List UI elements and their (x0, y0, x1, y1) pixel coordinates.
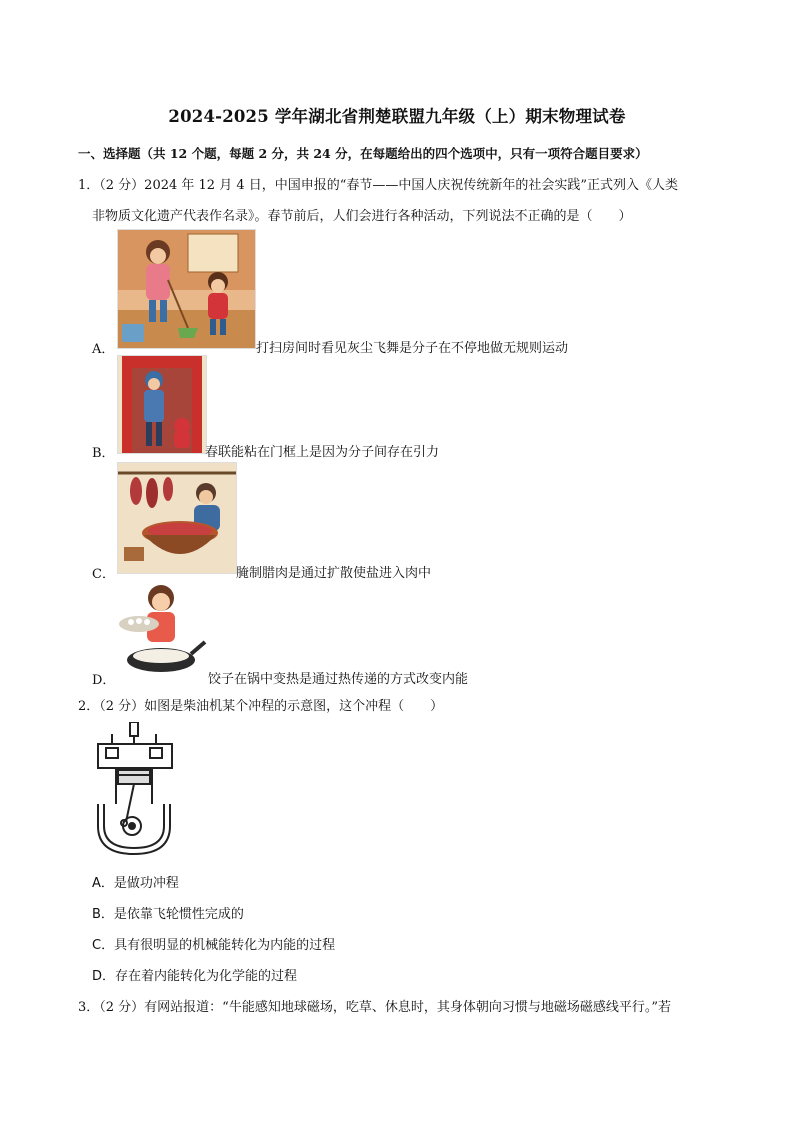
option-b-illustration (117, 355, 207, 454)
option-a-text: 打扫房间时看见灰尘飞舞是分子在不停地做无规则运动 (256, 341, 569, 356)
option-a-letter: A． (92, 342, 115, 357)
q2-option-c: C．具有很明显的机械能转化为内能的过程 (92, 938, 336, 953)
question-3-stem: 3．（2 分）有网站报道：“牛能感知地球磁场，吃草、休息时，其身体朝向习惯与地磁场磁感线平行。”若 (78, 1000, 671, 1015)
option-b-letter: B． (92, 446, 115, 461)
q2-option-d: D．存在着内能转化为化学能的过程 (92, 969, 298, 984)
option-c-illustration (117, 462, 237, 574)
option-c-letter: C． (92, 567, 115, 582)
option-a-illustration (117, 229, 256, 349)
option-d-text: 饺子在锅中变热是通过热传递的方式改变内能 (208, 672, 469, 687)
exam-title: 2024-2025 学年湖北省荆楚联盟九年级（上）期末物理试卷 (168, 107, 626, 126)
diesel-engine-diagram (92, 722, 178, 856)
option-d-illustration (117, 582, 207, 682)
option-b-text: 春联能粘在门框上是因为分子间存在引力 (205, 445, 440, 460)
q2-option-a: A．是做功冲程 (92, 876, 179, 891)
question-2-stem: 2．（2 分）如图是柴油机某个冲程的示意图，这个冲程（ ） (78, 699, 444, 714)
question-1-stem-line1: 1．（2 分）2024 年 12 月 4 日，中国申报的“春节——中国人庆祝传统新年的社会实践”正式列入《人类 (78, 178, 679, 193)
section-heading: 一、选择题（共 12 个题，每题 2 分，共 24 分，在每题给出的四个选项中，只有一项符合题目要求） (78, 146, 648, 161)
option-c-text: 腌制腊肉是通过扩散使盐进入肉中 (236, 566, 432, 581)
q2-option-b: B．是依靠飞轮惯性完成的 (92, 907, 244, 922)
option-d-letter: D． (92, 673, 116, 688)
question-1-stem-line2: 非物质文化遗产代表作名录》。春节前后，人们会进行各种活动，下列说法不正确的是（ ） (92, 209, 632, 224)
